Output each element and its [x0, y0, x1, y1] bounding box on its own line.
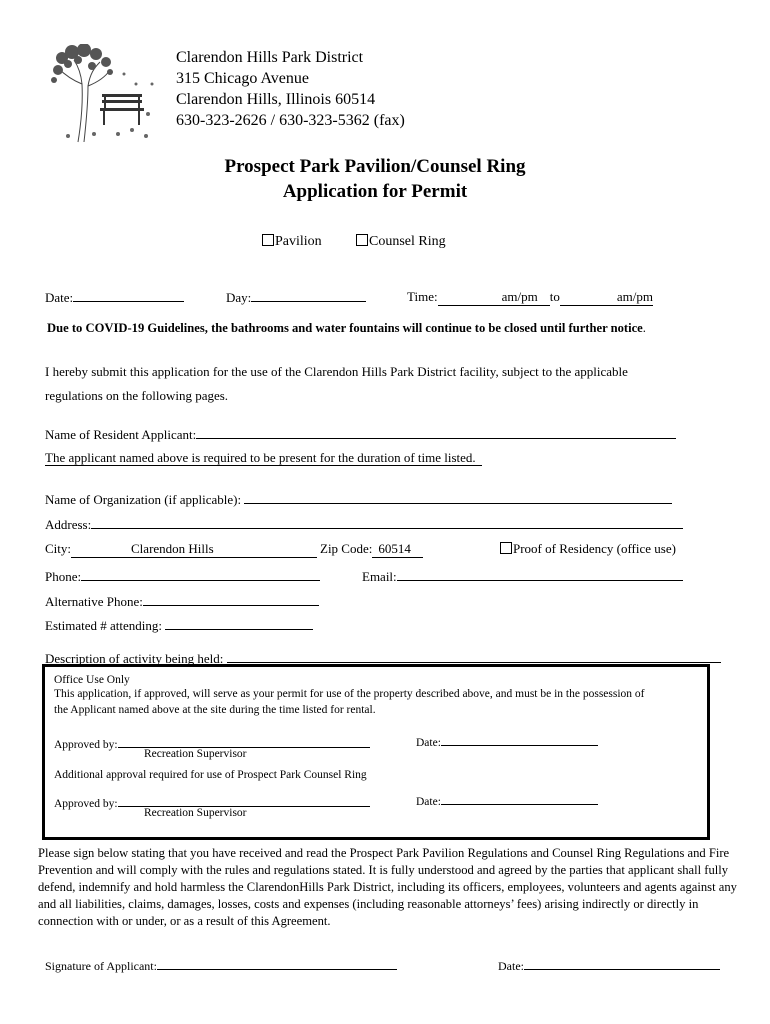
description-label: Description of activity being held: — [45, 651, 224, 666]
form-title-line2: Application for Permit — [282, 181, 468, 202]
time-label: Time: — [407, 289, 438, 304]
time-field[interactable] — [407, 289, 653, 306]
org-address: 315 Chicago Avenue — [176, 70, 310, 87]
approved-by-line[interactable] — [118, 735, 370, 748]
zip-label: Zip Code: — [320, 541, 373, 556]
intro-line2: regulations on the following pages. — [45, 388, 229, 403]
address-field[interactable] — [45, 516, 683, 533]
approved-by-label-2: Approved by: — [54, 798, 118, 810]
phone-field[interactable] — [45, 568, 320, 585]
agreement-paragraph: Please sign below stating that you have received and read the Prospect Park Pavilion Regulations and Counsel Ring Regulations and Fire Prevention and will comply with the rules and regulations stated. It is fully understood and agreed by the parties that applicant shall fully defend, indemnify and hold harmless the ClarendonHills Park District, including its officers, employees, volunteers and agents against any and all liabilities, claims, damages, losses, costs and expenses (including reasonable attorneys’ fees) arising indirectly or directly in connection with or under, or as a result of this Agreement. — [38, 846, 737, 928]
supervisor-caption-2: Recreation Supervisor — [144, 807, 247, 819]
approval-date-label-2: Date: — [416, 796, 441, 808]
approved-by-label: Approved by: — [54, 739, 118, 751]
time-end-line[interactable]: am/pm — [560, 289, 653, 306]
org-name: Clarendon Hills Park District — [176, 49, 364, 66]
date-label: Date: — [45, 290, 74, 305]
approval-date-label: Date: — [416, 737, 441, 749]
approved-by-line-2[interactable] — [118, 794, 370, 807]
proof-of-residency-label: Proof of Residency (office use) — [513, 541, 676, 556]
attending-line[interactable] — [165, 617, 313, 630]
org-phone-fax: 630-323-2626 / 630-323-5362 (fax) — [176, 112, 405, 129]
alt-phone-label: Alternative Phone: — [45, 594, 143, 609]
resident-applicant-line[interactable] — [196, 426, 676, 439]
intro-line1: I hereby submit this application for the use of the Clarendon Hills Park District facility, subject to the applicable — [45, 364, 628, 379]
email-field[interactable] — [362, 568, 683, 585]
attending-field[interactable] — [45, 617, 313, 634]
resident-note: The applicant named above is required to be present for the duration of time listed. — [45, 450, 482, 466]
day-field[interactable] — [226, 289, 366, 306]
city-field[interactable] — [45, 541, 317, 558]
counsel-ring-label: Counsel Ring — [369, 234, 446, 249]
office-use-heading: Office Use Only — [54, 674, 130, 686]
signature-field[interactable] — [45, 957, 397, 974]
counsel-ring-option[interactable] — [356, 234, 446, 250]
office-use-text2: the Applicant named above at the site during the time listed for rental. — [54, 704, 376, 716]
address-label: Address: — [45, 517, 92, 532]
organization-label: Name of Organization (if applicable): — [45, 492, 242, 507]
pavilion-checkbox[interactable] — [262, 234, 274, 246]
email-label: Email: — [362, 569, 397, 584]
approval-date-line[interactable] — [441, 733, 598, 746]
date-field[interactable] — [45, 289, 184, 306]
alt-phone-field[interactable] — [45, 593, 319, 610]
address-line[interactable] — [91, 516, 683, 529]
attending-label: Estimated # attending: — [45, 618, 162, 633]
day-label: Day: — [226, 290, 252, 305]
city-label: City: — [45, 541, 72, 556]
zip-value[interactable]: 60514 — [372, 541, 423, 558]
description-line[interactable] — [227, 650, 721, 663]
counsel-ring-checkbox[interactable] — [356, 234, 368, 246]
day-line[interactable] — [251, 289, 366, 302]
city-value[interactable]: Clarendon Hills — [71, 541, 317, 558]
approval-date-line-2[interactable] — [441, 792, 598, 805]
signature-label: Signature of Applicant: — [45, 959, 157, 973]
time-to-label: to — [549, 289, 560, 304]
supervisor-caption: Recreation Supervisor — [144, 748, 247, 760]
zip-field[interactable] — [320, 541, 423, 558]
org-city-line: Clarendon Hills, Illinois 60514 — [176, 91, 376, 108]
pavilion-label: Pavilion — [275, 234, 322, 249]
approval-date-field[interactable] — [416, 733, 598, 749]
office-use-text1: This application, if approved, will serve as your permit for use of the property described above, and must be in the possession of — [54, 688, 645, 700]
pavilion-option[interactable] — [262, 234, 322, 250]
signature-date-line[interactable] — [524, 957, 720, 970]
form-title-line1: Prospect Park Pavilion/Counsel Ring — [224, 156, 526, 177]
approval-date-field-2[interactable] — [416, 792, 598, 808]
resident-applicant-label: Name of Resident Applicant: — [45, 427, 197, 442]
signature-date-field[interactable] — [498, 957, 720, 974]
additional-approval-note: Additional approval required for use of Prospect Park Counsel Ring — [54, 769, 367, 781]
organization-field[interactable] — [45, 491, 672, 508]
date-line[interactable] — [73, 289, 184, 302]
time-start-line[interactable]: am/pm — [438, 289, 550, 306]
phone-line[interactable] — [81, 568, 320, 581]
proof-of-residency[interactable] — [500, 541, 676, 557]
email-line[interactable] — [397, 568, 683, 581]
phone-label: Phone: — [45, 569, 82, 584]
resident-applicant-field[interactable] — [45, 426, 676, 443]
signature-line[interactable] — [157, 957, 397, 970]
signature-date-label: Date: — [498, 959, 524, 973]
organization-line[interactable] — [244, 491, 672, 504]
alt-phone-line[interactable] — [143, 593, 319, 606]
park-district-logo — [48, 44, 160, 144]
covid-notice: Due to COVID-19 Guidelines, the bathrooms and water fountains will continue to be closed until further notice. — [47, 321, 646, 335]
proof-of-residency-checkbox[interactable] — [500, 542, 512, 554]
